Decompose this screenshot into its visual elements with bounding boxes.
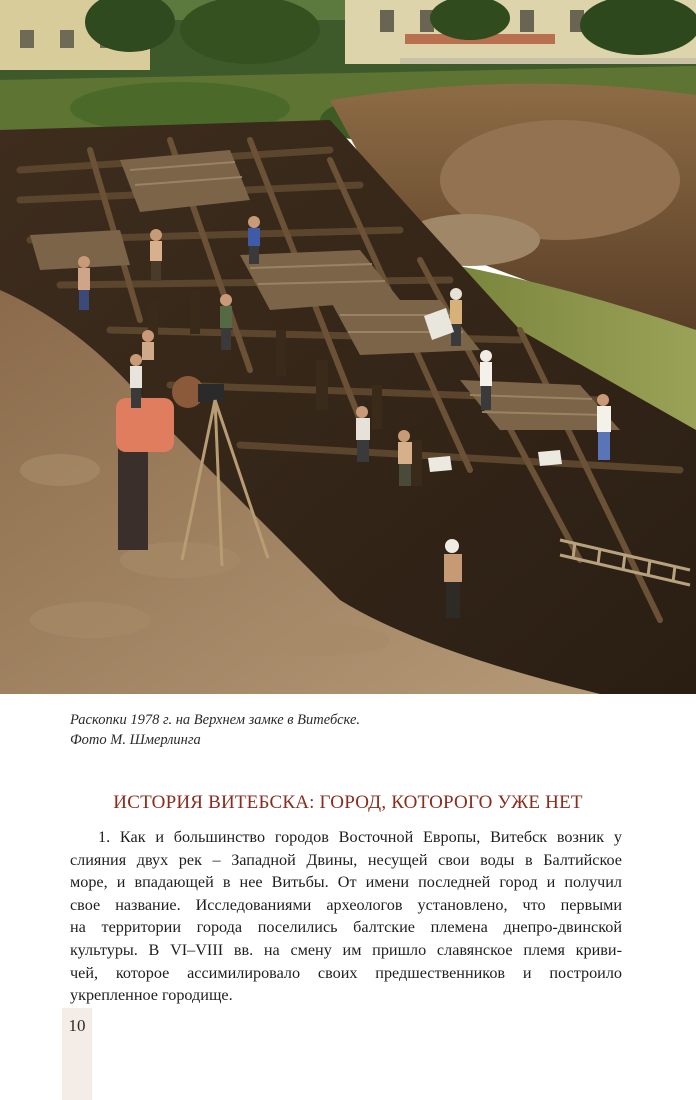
page-number-tab: [62, 1008, 92, 1100]
paragraph-line: слияния двух рек – Западной Двины, несущей свои воды в Балтийское: [70, 850, 622, 869]
photo-caption: [70, 710, 630, 750]
paragraph-line: 1. Как и большинство городов Восточной Европы, Витебск возник у: [98, 828, 622, 846]
paragraph-line: культуры. В VI–VIII вв. на смену им пришло славянское племя криви-: [70, 940, 622, 959]
paragraph-line: море, и впадающей в нее Витьбы. От имени последней город и получил: [70, 873, 622, 892]
paragraph-line: на территории города поселились балтские племена днепро-двинской: [70, 918, 622, 937]
paragraph-line: чей, которое ассимилировало своих предшественников и построило: [70, 963, 622, 982]
section-heading: ИСТОРИЯ ВИТЕБСКА: ГОРОД, КОТОРОГО УЖЕ НЕТ: [113, 792, 583, 813]
page-number: 10: [68, 1016, 86, 1035]
body-paragraph: [70, 826, 622, 1007]
caption-line-1: Раскопки 1978 г. на Верхнем замке в Витебске.: [70, 712, 361, 728]
caption-line-2: Фото М. Шмерлинга: [70, 732, 201, 748]
paragraph-line: укрепленное городище.: [70, 986, 233, 1005]
paragraph-line: свое название. Исследованиями археологов установлено, что первыми: [70, 895, 622, 914]
